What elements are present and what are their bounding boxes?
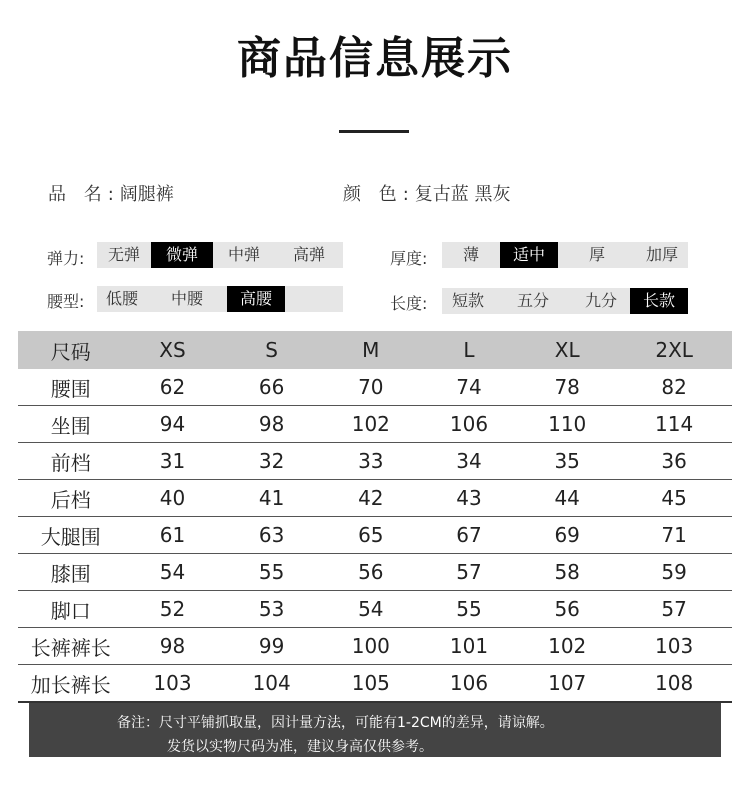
title-divider <box>339 130 409 133</box>
size-value: 61 <box>123 517 221 554</box>
table-row <box>18 517 732 554</box>
size-value: 101 <box>420 628 518 665</box>
size-value: 56 <box>322 554 420 591</box>
size-value: 104 <box>222 665 322 703</box>
size-value: 57 <box>616 591 732 628</box>
waist-label: 腰型: <box>47 292 85 311</box>
size-value: 40 <box>123 480 221 517</box>
measurement-label: 脚口 <box>18 591 123 628</box>
waist-option: 中腰 <box>170 289 203 308</box>
size-value: 70 <box>322 369 420 406</box>
size-value: 102 <box>322 406 420 443</box>
waist-option: 低腰 <box>105 289 138 308</box>
elasticity-options <box>97 242 343 268</box>
size-value: 66 <box>222 369 322 406</box>
size-value: 98 <box>123 628 221 665</box>
page-title: 商品信息展示 <box>237 33 513 84</box>
elasticity-label: 弹力: <box>47 249 85 268</box>
note-line-2: 发货以实物尺码为准，建议身高仅供参考。 <box>167 739 433 755</box>
waist-option: 高腰 <box>227 286 285 312</box>
size-value: 56 <box>518 591 616 628</box>
size-value: 58 <box>518 554 616 591</box>
measurement-label: 坐围 <box>18 406 123 443</box>
elasticity-option: 微弹 <box>151 242 213 268</box>
size-value: 57 <box>420 554 518 591</box>
measurement-label: 膝围 <box>18 554 123 591</box>
size-value: 106 <box>420 406 518 443</box>
size-value: 110 <box>518 406 616 443</box>
measurement-label: 加长裤长 <box>18 665 123 703</box>
size-header-cell: XL <box>518 331 616 369</box>
length-option: 长款 <box>630 288 688 314</box>
size-value: 45 <box>616 480 732 517</box>
measurement-label: 长裤裤长 <box>18 628 123 665</box>
table-row <box>18 480 732 517</box>
measurement-label: 前档 <box>18 443 123 480</box>
size-header-cell: 尺码 <box>18 331 123 369</box>
thickness-option: 薄 <box>462 245 479 264</box>
size-header-cell: S <box>222 331 322 369</box>
length-options <box>442 288 688 314</box>
size-value: 36 <box>616 443 732 480</box>
measurement-label: 腰围 <box>18 369 123 406</box>
size-value: 108 <box>616 665 732 703</box>
elasticity-option: 中弹 <box>227 245 260 264</box>
size-value: 54 <box>322 591 420 628</box>
size-value: 52 <box>123 591 221 628</box>
product-color-value: 复古蓝 黑灰 <box>414 184 511 205</box>
size-value: 100 <box>322 628 420 665</box>
note-box <box>29 703 721 757</box>
product-name <box>48 180 174 206</box>
size-value: 32 <box>222 443 322 480</box>
length-label: 长度: <box>390 294 428 313</box>
size-value: 42 <box>322 480 420 517</box>
table-row <box>18 554 732 591</box>
size-value: 107 <box>518 665 616 703</box>
table-row <box>18 369 732 406</box>
size-value: 55 <box>222 554 322 591</box>
size-value: 74 <box>420 369 518 406</box>
product-name-value: 阔腿裤 <box>119 184 174 205</box>
elasticity-option: 高弹 <box>292 245 325 264</box>
product-color-label: 颜 色: <box>343 184 415 205</box>
length-option: 九分 <box>584 291 617 310</box>
size-value: 67 <box>420 517 518 554</box>
measurement-label: 后档 <box>18 480 123 517</box>
size-value: 44 <box>518 480 616 517</box>
elasticity-option: 无弹 <box>107 245 140 264</box>
size-value: 71 <box>616 517 732 554</box>
thickness-label: 厚度: <box>390 249 428 268</box>
size-header-cell: 2XL <box>616 331 732 369</box>
size-value: 54 <box>123 554 221 591</box>
size-value: 98 <box>222 406 322 443</box>
length-option: 短款 <box>451 291 484 310</box>
thickness-option: 适中 <box>500 242 558 268</box>
size-value: 69 <box>518 517 616 554</box>
table-row <box>18 628 732 665</box>
size-value: 34 <box>420 443 518 480</box>
measurement-label: 大腿围 <box>18 517 123 554</box>
size-table-header <box>18 331 732 369</box>
size-value: 105 <box>322 665 420 703</box>
size-value: 31 <box>123 443 221 480</box>
size-value: 82 <box>616 369 732 406</box>
size-header-cell: M <box>322 331 420 369</box>
length-option: 五分 <box>516 291 549 310</box>
size-value: 35 <box>518 443 616 480</box>
waist-options <box>97 286 343 312</box>
size-value: 55 <box>420 591 518 628</box>
product-color <box>343 180 511 206</box>
thickness-option: 厚 <box>588 245 605 264</box>
size-value: 106 <box>420 665 518 703</box>
size-value: 99 <box>222 628 322 665</box>
size-value: 94 <box>123 406 221 443</box>
size-value: 78 <box>518 369 616 406</box>
thickness-options <box>442 242 688 268</box>
size-value: 102 <box>518 628 616 665</box>
size-value: 114 <box>616 406 732 443</box>
size-value: 63 <box>222 517 322 554</box>
size-header-cell: L <box>420 331 518 369</box>
size-value: 41 <box>222 480 322 517</box>
thickness-option: 加厚 <box>645 245 678 264</box>
table-row <box>18 406 732 443</box>
table-row <box>18 591 732 628</box>
size-value: 43 <box>420 480 518 517</box>
size-value: 53 <box>222 591 322 628</box>
size-value: 103 <box>616 628 732 665</box>
size-value: 59 <box>616 554 732 591</box>
size-value: 33 <box>322 443 420 480</box>
size-value: 65 <box>322 517 420 554</box>
product-name-label: 品 名: <box>48 184 120 205</box>
table-row <box>18 443 732 480</box>
size-table <box>18 331 732 703</box>
table-row <box>18 665 732 703</box>
note-line-1: 备注：尺寸平铺抓取量，因计量方法，可能有1-2CM的差异，请谅解。 <box>117 715 554 731</box>
size-header-cell: XS <box>123 331 221 369</box>
size-value: 103 <box>123 665 221 703</box>
size-value: 62 <box>123 369 221 406</box>
